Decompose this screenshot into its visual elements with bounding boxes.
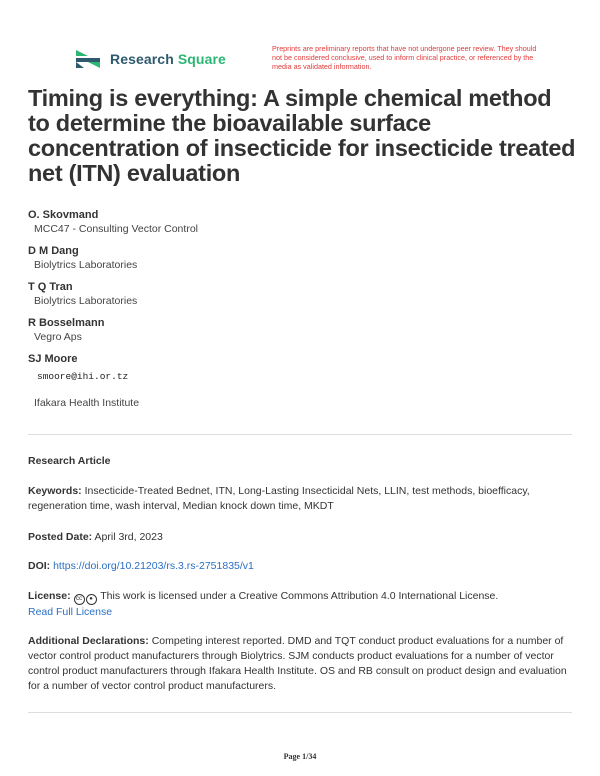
read-full-license-link[interactable]: Read Full License (28, 606, 113, 618)
author-list (28, 208, 568, 410)
additional-declarations (28, 634, 572, 694)
divider (28, 434, 572, 435)
logo-text-research: Research (110, 51, 174, 67)
author-name: D M Dang (28, 245, 79, 257)
doi-link[interactable]: https://doi.org/10.21203/rs.3.rs-2751835/v1 (53, 560, 254, 572)
article-type (28, 454, 572, 469)
page-number: Page 1/34 (283, 752, 317, 761)
article-type-label: Research Article (28, 455, 111, 467)
author-item (28, 316, 568, 352)
posted-date (28, 530, 572, 545)
author-item (28, 244, 568, 280)
author-affiliation: Biolytrics Laboratories (34, 295, 138, 307)
posted-date-value: April 3rd, 2023 (94, 531, 163, 543)
research-square-logo[interactable] (74, 48, 226, 70)
author-name: O. Skovmand (28, 209, 99, 221)
cc-icon: cc (74, 594, 85, 605)
author-email[interactable]: smoore@ihi.or.tz (37, 371, 129, 382)
research-square-logo-icon (74, 48, 102, 70)
declarations-label: Additional Declarations: (28, 635, 149, 647)
license-label: License: (28, 590, 71, 602)
logo-text-square: Square (177, 51, 226, 67)
paper-title: Timing is everything: A simple chemical method to determine the bioavailable surface concentration of insecticide for insecticide treated net (ITN) evaluation (28, 85, 576, 186)
doi-label: DOI: (28, 560, 51, 572)
by-icon: ● (86, 594, 97, 605)
author-name: R Bosselmann (28, 317, 105, 329)
author-item (28, 280, 568, 316)
logo-text (110, 51, 226, 67)
author-item (28, 208, 568, 244)
doi (28, 559, 572, 574)
author-affiliation: Ifakara Health Institute (34, 397, 140, 409)
divider (28, 712, 572, 713)
author-name: SJ Moore (28, 353, 78, 365)
keywords (28, 484, 572, 514)
author-name: T Q Tran (28, 281, 73, 293)
author-affiliation: MCC47 - Consulting Vector Control (34, 223, 198, 235)
preprint-disclaimer: Preprints are preliminary reports that have not undergone peer review. They should not be considered conclusive, used to inform clinical practice, or referenced by the media as validated information. (272, 44, 537, 71)
license-text: This work is licensed under a Creative Commons Attribution 4.0 International License. (100, 590, 499, 602)
author-affiliation: Biolytrics Laboratories (34, 259, 138, 271)
keywords-label: Keywords: (28, 485, 82, 497)
declarations-value: Competing interest reported. DMD and TQT conduct product evaluations for a number of vector control product manufacturers through Biolytrics. SJM conducts product evaluations for a number of vector control product manufacturers through Ifakara Health Institute. OS and RB consult on product design and evaluation for a number of vector control product manufacturers. (28, 635, 567, 692)
header (74, 44, 537, 76)
author-item (28, 352, 568, 410)
license (28, 589, 572, 620)
keywords-value: Insecticide-Treated Bednet, ITN, Long-Lasting Insecticidal Nets, LLIN, test methods, bioefficacy, regeneration time, wash interval, Median knock down time, MKDT (28, 485, 530, 512)
author-affiliation: Vegro Aps (34, 331, 82, 343)
posted-date-label: Posted Date: (28, 531, 93, 543)
